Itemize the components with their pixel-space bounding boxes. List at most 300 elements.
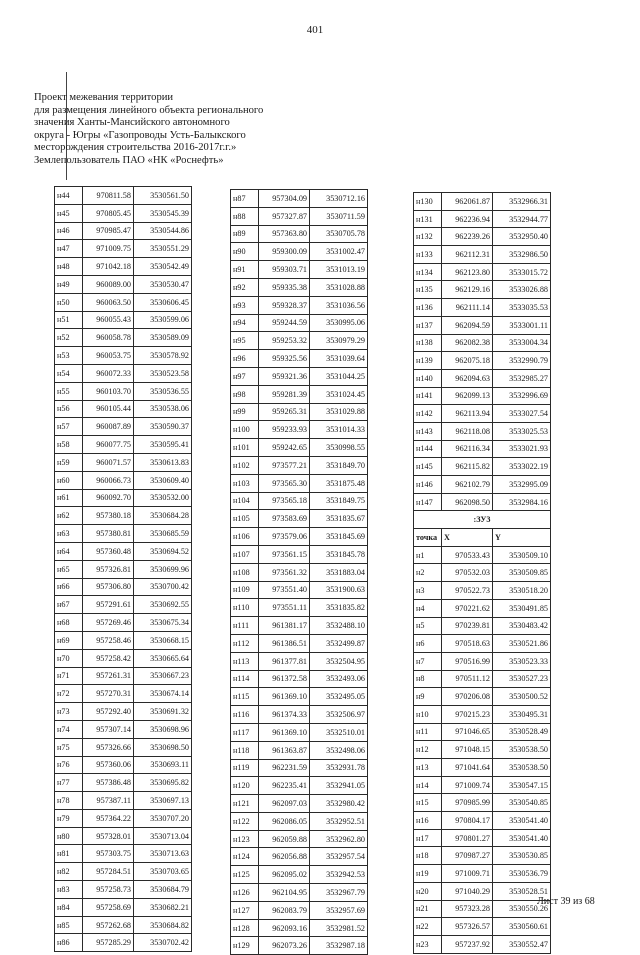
table-row xyxy=(414,334,551,352)
point-id-cell: н87 xyxy=(231,190,259,208)
y-coordinate-cell: 3530599.06 xyxy=(134,311,192,329)
table-row xyxy=(55,436,192,454)
table-row xyxy=(231,795,368,813)
sheet-footer: Лист 39 из 68 xyxy=(537,896,595,907)
y-coordinate-cell: 3530700.42 xyxy=(134,578,192,596)
point-id-cell: н5 xyxy=(414,617,442,635)
x-coordinate-cell: 959328.37 xyxy=(259,296,310,314)
point-id-cell: н127 xyxy=(231,901,259,919)
point-id-cell: н125 xyxy=(231,866,259,884)
header-line: для размещения линейного объекта регионального xyxy=(34,104,264,116)
table-row xyxy=(231,848,368,866)
point-id-cell: н76 xyxy=(55,756,83,774)
y-coordinate-cell: 3533015.72 xyxy=(493,263,551,281)
point-id-cell: н106 xyxy=(231,528,259,546)
point-id-cell: н1 xyxy=(414,546,442,564)
table-row xyxy=(55,187,192,205)
header-line: месторождения строительства 2016-2017г.г.» xyxy=(34,142,237,154)
table-row xyxy=(55,542,192,560)
table-row xyxy=(55,934,192,952)
y-coordinate-cell: 3532498.06 xyxy=(310,741,368,759)
table-row xyxy=(55,204,192,222)
x-coordinate-cell: 962102.79 xyxy=(442,476,493,494)
x-coordinate-cell: 970533.43 xyxy=(442,546,493,564)
point-id-cell: н57 xyxy=(55,418,83,436)
table-row xyxy=(55,240,192,258)
point-id-cell: н131 xyxy=(414,210,442,228)
y-coordinate-cell: 3530699.96 xyxy=(134,560,192,578)
y-coordinate-cell: 3530979.29 xyxy=(310,332,368,350)
x-coordinate-cell: 971042.18 xyxy=(83,258,134,276)
point-id-cell: н45 xyxy=(55,204,83,222)
y-coordinate-cell: 3532996.69 xyxy=(493,387,551,405)
x-coordinate-cell: 957323.28 xyxy=(442,900,493,918)
x-coordinate-cell: 961381.17 xyxy=(259,617,310,635)
point-id-cell: н113 xyxy=(231,652,259,670)
table-row xyxy=(55,827,192,845)
y-coordinate-cell: 3530606.45 xyxy=(134,293,192,311)
point-id-cell: н77 xyxy=(55,774,83,792)
table-row xyxy=(231,866,368,884)
point-id-cell: н79 xyxy=(55,809,83,827)
x-coordinate-cell: 957285.29 xyxy=(83,934,134,952)
y-coordinate-cell: 3530541.40 xyxy=(493,829,551,847)
table-row xyxy=(231,634,368,652)
table-row xyxy=(231,456,368,474)
point-id-cell: н49 xyxy=(55,275,83,293)
point-id-cell: н124 xyxy=(231,848,259,866)
table-row xyxy=(414,759,551,777)
y-coordinate-cell: 3532942.53 xyxy=(310,866,368,884)
point-id-cell: н61 xyxy=(55,489,83,507)
y-coordinate-cell: 3530523.58 xyxy=(134,364,192,382)
table-row xyxy=(55,347,192,365)
y-coordinate-cell: 3530682.21 xyxy=(134,898,192,916)
point-id-cell: н19 xyxy=(414,865,442,883)
x-coordinate-cell: 962113.94 xyxy=(442,405,493,423)
x-coordinate-cell: 960066.73 xyxy=(83,471,134,489)
point-id-cell: н82 xyxy=(55,863,83,881)
x-coordinate-cell: 961369.10 xyxy=(259,688,310,706)
table-row xyxy=(55,881,192,899)
x-coordinate-cell: 960055.43 xyxy=(83,311,134,329)
x-coordinate-cell: 957291.61 xyxy=(83,596,134,614)
point-id-cell: н73 xyxy=(55,703,83,721)
table-row xyxy=(231,439,368,457)
document-header xyxy=(34,92,364,168)
y-coordinate-cell: 3531002.47 xyxy=(310,243,368,261)
y-coordinate-cell: 3532504.95 xyxy=(310,652,368,670)
y-coordinate-cell: 3530998.55 xyxy=(310,439,368,457)
point-id-cell: н22 xyxy=(414,918,442,936)
x-coordinate-cell: 961372.58 xyxy=(259,670,310,688)
x-coordinate-cell: 962061.87 xyxy=(442,193,493,211)
x-coordinate-cell: 957303.75 xyxy=(83,845,134,863)
x-coordinate-cell: 961374.33 xyxy=(259,706,310,724)
y-coordinate-cell: 3530613.83 xyxy=(134,453,192,471)
point-id-cell: н133 xyxy=(414,246,442,264)
table-row xyxy=(414,847,551,865)
point-id-cell: н99 xyxy=(231,403,259,421)
table-row xyxy=(231,759,368,777)
x-coordinate-cell: 957269.46 xyxy=(83,614,134,632)
x-coordinate-cell: 971009.71 xyxy=(442,865,493,883)
point-id-cell: н18 xyxy=(414,847,442,865)
y-coordinate-cell: 3530995.06 xyxy=(310,314,368,332)
x-coordinate-cell: 970215.23 xyxy=(442,705,493,723)
point-id-cell: н85 xyxy=(55,916,83,934)
x-coordinate-cell: 970985.47 xyxy=(83,222,134,240)
x-coordinate-cell: 957262.68 xyxy=(83,916,134,934)
x-coordinate-cell: 970804.17 xyxy=(442,812,493,830)
x-coordinate-cell: 962093.16 xyxy=(259,919,310,937)
y-coordinate-cell: 3532990.79 xyxy=(493,352,551,370)
table-row xyxy=(231,599,368,617)
y-coordinate-cell: 3530691.32 xyxy=(134,703,192,721)
column-header: точка xyxy=(414,529,442,547)
y-coordinate-cell: 3530694.52 xyxy=(134,542,192,560)
point-id-cell: н2 xyxy=(414,564,442,582)
point-id-cell: н3 xyxy=(414,582,442,600)
point-id-cell: н123 xyxy=(231,830,259,848)
y-coordinate-cell: 3530684.79 xyxy=(134,881,192,899)
y-coordinate-cell: 3530713.04 xyxy=(134,827,192,845)
x-coordinate-cell: 960103.70 xyxy=(83,382,134,400)
point-id-cell: н110 xyxy=(231,599,259,617)
x-coordinate-cell: 957261.31 xyxy=(83,667,134,685)
x-coordinate-cell: 962056.88 xyxy=(259,848,310,866)
x-coordinate-cell: 959321.36 xyxy=(259,367,310,385)
y-coordinate-cell: 3530540.85 xyxy=(493,794,551,812)
y-coordinate-cell: 3530541.40 xyxy=(493,812,551,830)
table-row xyxy=(414,316,551,334)
y-coordinate-cell: 3533022.19 xyxy=(493,458,551,476)
point-id-cell: н112 xyxy=(231,634,259,652)
x-coordinate-cell: 962075.18 xyxy=(442,352,493,370)
x-coordinate-cell: 957326.81 xyxy=(83,560,134,578)
y-coordinate-cell: 3530491.85 xyxy=(493,599,551,617)
point-id-cell: н44 xyxy=(55,187,83,205)
y-coordinate-cell: 3532995.09 xyxy=(493,476,551,494)
x-coordinate-cell: 960087.89 xyxy=(83,418,134,436)
table-row xyxy=(231,243,368,261)
table-row xyxy=(231,492,368,510)
table-row xyxy=(55,738,192,756)
x-coordinate-cell: 957284.51 xyxy=(83,863,134,881)
point-id-cell: н144 xyxy=(414,440,442,458)
table-row xyxy=(414,688,551,706)
x-coordinate-cell: 961377.81 xyxy=(259,652,310,670)
table-row xyxy=(55,667,192,685)
x-coordinate-cell: 960092.70 xyxy=(83,489,134,507)
table-row xyxy=(231,190,368,208)
point-id-cell: н12 xyxy=(414,741,442,759)
table-row xyxy=(55,525,192,543)
y-coordinate-cell: 3530703.65 xyxy=(134,863,192,881)
x-coordinate-cell: 959242.65 xyxy=(259,439,310,457)
y-coordinate-cell: 3531835.82 xyxy=(310,599,368,617)
x-coordinate-cell: 957360.48 xyxy=(83,542,134,560)
point-id-cell: н93 xyxy=(231,296,259,314)
x-coordinate-cell: 973561.32 xyxy=(259,563,310,581)
y-coordinate-cell: 3533021.93 xyxy=(493,440,551,458)
table-row xyxy=(231,812,368,830)
table-row xyxy=(55,382,192,400)
point-id-cell: н95 xyxy=(231,332,259,350)
column-header: Y xyxy=(493,529,551,547)
x-coordinate-cell: 970805.45 xyxy=(83,204,134,222)
y-coordinate-cell: 3531014.33 xyxy=(310,421,368,439)
point-id-cell: н68 xyxy=(55,614,83,632)
point-id-cell: н136 xyxy=(414,299,442,317)
table-row xyxy=(414,263,551,281)
y-coordinate-cell: 3530697.13 xyxy=(134,792,192,810)
point-id-cell: н137 xyxy=(414,316,442,334)
table-row xyxy=(231,617,368,635)
table-row xyxy=(231,830,368,848)
point-id-cell: н92 xyxy=(231,278,259,296)
y-coordinate-cell: 3531875.48 xyxy=(310,474,368,492)
y-coordinate-cell: 3532944.77 xyxy=(493,210,551,228)
y-coordinate-cell: 3530711.59 xyxy=(310,207,368,225)
point-id-cell: н105 xyxy=(231,510,259,528)
x-coordinate-cell: 970518.63 xyxy=(442,635,493,653)
y-coordinate-cell: 3530712.16 xyxy=(310,190,368,208)
column-header-row xyxy=(414,529,551,547)
table-row xyxy=(55,792,192,810)
x-coordinate-cell: 957306.80 xyxy=(83,578,134,596)
table-row xyxy=(414,228,551,246)
table-row xyxy=(231,314,368,332)
point-id-cell: н101 xyxy=(231,439,259,457)
x-coordinate-cell: 971040.29 xyxy=(442,882,493,900)
y-coordinate-cell: 3530542.49 xyxy=(134,258,192,276)
table-row xyxy=(55,774,192,792)
x-coordinate-cell: 962116.34 xyxy=(442,440,493,458)
point-id-cell: н91 xyxy=(231,261,259,279)
x-coordinate-cell: 973565.18 xyxy=(259,492,310,510)
x-coordinate-cell: 962059.88 xyxy=(259,830,310,848)
point-id-cell: н142 xyxy=(414,405,442,423)
table-row xyxy=(414,812,551,830)
point-id-cell: н64 xyxy=(55,542,83,560)
y-coordinate-cell: 3532980.42 xyxy=(310,795,368,813)
y-coordinate-cell: 3530561.50 xyxy=(134,187,192,205)
x-coordinate-cell: 957237.92 xyxy=(442,935,493,953)
x-coordinate-cell: 957258.73 xyxy=(83,881,134,899)
y-coordinate-cell: 3530589.09 xyxy=(134,329,192,347)
point-id-cell: н107 xyxy=(231,545,259,563)
x-coordinate-cell: 960053.75 xyxy=(83,347,134,365)
y-coordinate-cell: 3532985.27 xyxy=(493,369,551,387)
x-coordinate-cell: 962112.31 xyxy=(442,246,493,264)
point-id-cell: н54 xyxy=(55,364,83,382)
header-line: Землепользователь ПАО «НК «Роснефть» xyxy=(34,154,224,166)
coordinates-table-3 xyxy=(413,192,551,954)
point-id-cell: н138 xyxy=(414,334,442,352)
y-coordinate-cell: 3531845.78 xyxy=(310,545,368,563)
point-id-cell: н135 xyxy=(414,281,442,299)
y-coordinate-cell: 3530609.40 xyxy=(134,471,192,489)
x-coordinate-cell: 960063.50 xyxy=(83,293,134,311)
y-coordinate-cell: 3530527.23 xyxy=(493,670,551,688)
point-id-cell: н71 xyxy=(55,667,83,685)
point-id-cell: н132 xyxy=(414,228,442,246)
x-coordinate-cell: 962239.26 xyxy=(442,228,493,246)
table-row xyxy=(414,670,551,688)
y-coordinate-cell: 3532986.50 xyxy=(493,246,551,264)
x-coordinate-cell: 971046.65 xyxy=(442,723,493,741)
point-id-cell: н143 xyxy=(414,422,442,440)
point-id-cell: н56 xyxy=(55,400,83,418)
y-coordinate-cell: 3533004.34 xyxy=(493,334,551,352)
point-id-cell: н15 xyxy=(414,794,442,812)
x-coordinate-cell: 957380.18 xyxy=(83,507,134,525)
point-id-cell: н9 xyxy=(414,688,442,706)
x-coordinate-cell: 957387.11 xyxy=(83,792,134,810)
table-row xyxy=(231,421,368,439)
y-coordinate-cell: 3530509.10 xyxy=(493,546,551,564)
table-row xyxy=(414,741,551,759)
x-coordinate-cell: 970239.81 xyxy=(442,617,493,635)
table-row xyxy=(414,210,551,228)
x-coordinate-cell: 973561.15 xyxy=(259,545,310,563)
y-coordinate-cell: 3530536.79 xyxy=(493,865,551,883)
point-id-cell: н98 xyxy=(231,385,259,403)
x-coordinate-cell: 960089.00 xyxy=(83,275,134,293)
point-id-cell: н67 xyxy=(55,596,83,614)
x-coordinate-cell: 959233.93 xyxy=(259,421,310,439)
x-coordinate-cell: 957360.06 xyxy=(83,756,134,774)
table-row xyxy=(55,507,192,525)
y-coordinate-cell: 3530528.51 xyxy=(493,882,551,900)
point-id-cell: н55 xyxy=(55,382,83,400)
y-coordinate-cell: 3530544.86 xyxy=(134,222,192,240)
table-row xyxy=(414,935,551,953)
table-row xyxy=(414,652,551,670)
x-coordinate-cell: 962129.16 xyxy=(442,281,493,299)
table-row xyxy=(231,581,368,599)
x-coordinate-cell: 973583.69 xyxy=(259,510,310,528)
y-coordinate-cell: 3530483.42 xyxy=(493,617,551,635)
point-id-cell: н116 xyxy=(231,706,259,724)
x-coordinate-cell: 962231.59 xyxy=(259,759,310,777)
x-coordinate-cell: 957292.40 xyxy=(83,703,134,721)
y-coordinate-cell: 3530578.92 xyxy=(134,347,192,365)
y-coordinate-cell: 3532931.78 xyxy=(310,759,368,777)
point-id-cell: н52 xyxy=(55,329,83,347)
table-row xyxy=(55,916,192,934)
y-coordinate-cell: 3530538.50 xyxy=(493,741,551,759)
point-id-cell: н122 xyxy=(231,812,259,830)
point-id-cell: н103 xyxy=(231,474,259,492)
x-coordinate-cell: 957328.01 xyxy=(83,827,134,845)
x-coordinate-cell: 962082.38 xyxy=(442,334,493,352)
x-coordinate-cell: 957386.48 xyxy=(83,774,134,792)
point-id-cell: н130 xyxy=(414,193,442,211)
point-id-cell: н14 xyxy=(414,776,442,794)
x-coordinate-cell: 962073.26 xyxy=(259,937,310,955)
table-row xyxy=(414,193,551,211)
section-row xyxy=(414,511,551,529)
x-coordinate-cell: 971009.75 xyxy=(83,240,134,258)
table-row xyxy=(414,246,551,264)
point-id-cell: н4 xyxy=(414,599,442,617)
y-coordinate-cell: 3531044.25 xyxy=(310,367,368,385)
point-id-cell: н7 xyxy=(414,652,442,670)
point-id-cell: н74 xyxy=(55,720,83,738)
x-coordinate-cell: 973577.21 xyxy=(259,456,310,474)
point-id-cell: н10 xyxy=(414,705,442,723)
table-row xyxy=(231,207,368,225)
table-row xyxy=(231,652,368,670)
table-row xyxy=(414,546,551,564)
x-coordinate-cell: 960072.33 xyxy=(83,364,134,382)
point-id-cell: н120 xyxy=(231,777,259,795)
y-coordinate-cell: 3530695.82 xyxy=(134,774,192,792)
y-coordinate-cell: 3530536.55 xyxy=(134,382,192,400)
table-row xyxy=(55,898,192,916)
y-coordinate-cell: 3532957.69 xyxy=(310,901,368,919)
point-id-cell: н51 xyxy=(55,311,83,329)
x-coordinate-cell: 957380.81 xyxy=(83,525,134,543)
point-id-cell: н81 xyxy=(55,845,83,863)
table-row xyxy=(414,476,551,494)
table-row xyxy=(414,829,551,847)
table-row xyxy=(414,705,551,723)
point-id-cell: н46 xyxy=(55,222,83,240)
point-id-cell: н84 xyxy=(55,898,83,916)
point-id-cell: н109 xyxy=(231,581,259,599)
x-coordinate-cell: 970516.99 xyxy=(442,652,493,670)
x-coordinate-cell: 970985.99 xyxy=(442,794,493,812)
y-coordinate-cell: 3531849.70 xyxy=(310,456,368,474)
y-coordinate-cell: 3530684.82 xyxy=(134,916,192,934)
x-coordinate-cell: 962118.08 xyxy=(442,422,493,440)
y-coordinate-cell: 3532962.80 xyxy=(310,830,368,848)
y-coordinate-cell: 3533001.11 xyxy=(493,316,551,334)
point-id-cell: н108 xyxy=(231,563,259,581)
point-id-cell: н86 xyxy=(55,934,83,952)
y-coordinate-cell: 3531900.63 xyxy=(310,581,368,599)
table-row xyxy=(414,458,551,476)
x-coordinate-cell: 957307.14 xyxy=(83,720,134,738)
x-coordinate-cell: 973579.06 xyxy=(259,528,310,546)
point-id-cell: н59 xyxy=(55,453,83,471)
point-id-cell: н8 xyxy=(414,670,442,688)
table-row xyxy=(55,222,192,240)
x-coordinate-cell: 959244.59 xyxy=(259,314,310,332)
x-coordinate-cell: 971041.64 xyxy=(442,759,493,777)
x-coordinate-cell: 962094.63 xyxy=(442,369,493,387)
x-coordinate-cell: 960071.57 xyxy=(83,453,134,471)
y-coordinate-cell: 3530509.85 xyxy=(493,564,551,582)
table-row xyxy=(231,884,368,902)
x-coordinate-cell: 970811.58 xyxy=(83,187,134,205)
point-id-cell: н13 xyxy=(414,759,442,777)
x-coordinate-cell: 962097.03 xyxy=(259,795,310,813)
header-line: округа - Югры «Газопроводы Усть-Балыкского xyxy=(34,129,246,141)
x-coordinate-cell: 957364.22 xyxy=(83,809,134,827)
x-coordinate-cell: 959281.39 xyxy=(259,385,310,403)
y-coordinate-cell: 3532966.31 xyxy=(493,193,551,211)
y-coordinate-cell: 3530707.20 xyxy=(134,809,192,827)
point-id-cell: н88 xyxy=(231,207,259,225)
point-id-cell: н6 xyxy=(414,635,442,653)
table-row xyxy=(231,919,368,937)
table-row xyxy=(55,258,192,276)
x-coordinate-cell: 960058.78 xyxy=(83,329,134,347)
